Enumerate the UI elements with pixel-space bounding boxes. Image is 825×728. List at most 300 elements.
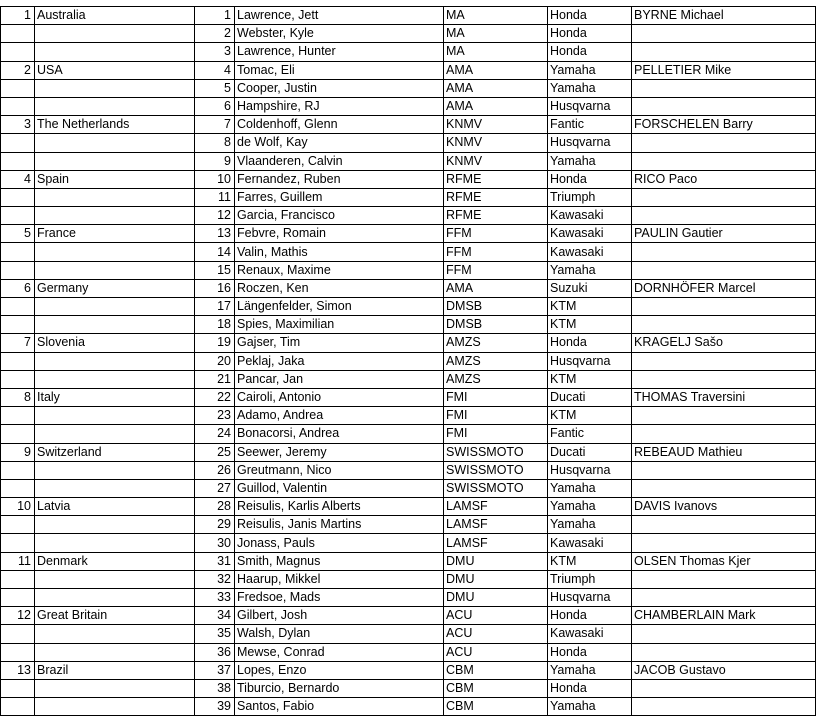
rider-name: Spies, Maximilian bbox=[235, 316, 444, 334]
rider-name: Webster, Kyle bbox=[235, 25, 444, 43]
motorcycle-brand: Honda bbox=[548, 7, 632, 25]
rider-name: Peklaj, Jaka bbox=[235, 352, 444, 370]
rider-name: Coldenhoff, Glenn bbox=[235, 116, 444, 134]
team-manager bbox=[632, 625, 816, 643]
table-row bbox=[1, 661, 816, 679]
federation: LAMSF bbox=[444, 498, 548, 516]
nation-position bbox=[1, 534, 35, 552]
table-row bbox=[1, 116, 816, 134]
team-manager bbox=[632, 479, 816, 497]
entry-list-sheet bbox=[0, 6, 816, 716]
table-row bbox=[1, 152, 816, 170]
nation-name: Germany bbox=[35, 279, 195, 297]
table-row bbox=[1, 643, 816, 661]
federation: KNMV bbox=[444, 152, 548, 170]
team-manager: JACOB Gustavo bbox=[632, 661, 816, 679]
nation-name bbox=[35, 425, 195, 443]
rider-number: 8 bbox=[195, 134, 235, 152]
nation-name: The Netherlands bbox=[35, 116, 195, 134]
nation-position: 2 bbox=[1, 61, 35, 79]
table-row bbox=[1, 134, 816, 152]
rider-number: 36 bbox=[195, 643, 235, 661]
table-row bbox=[1, 498, 816, 516]
federation: MA bbox=[444, 25, 548, 43]
rider-number: 4 bbox=[195, 61, 235, 79]
nation-name bbox=[35, 370, 195, 388]
nation-position bbox=[1, 43, 35, 61]
motorcycle-brand: Kawasaki bbox=[548, 207, 632, 225]
team-manager bbox=[632, 461, 816, 479]
rider-number: 11 bbox=[195, 188, 235, 206]
motorcycle-brand: Husqvarna bbox=[548, 134, 632, 152]
federation: CBM bbox=[444, 679, 548, 697]
rider-name: Cairoli, Antonio bbox=[235, 388, 444, 406]
nation-position: 6 bbox=[1, 279, 35, 297]
team-manager: PAULIN Gautier bbox=[632, 225, 816, 243]
rider-number: 18 bbox=[195, 316, 235, 334]
rider-name: Renaux, Maxime bbox=[235, 261, 444, 279]
federation: SWISSMOTO bbox=[444, 443, 548, 461]
team-manager bbox=[632, 188, 816, 206]
table-row bbox=[1, 370, 816, 388]
federation: AMZS bbox=[444, 334, 548, 352]
table-row bbox=[1, 443, 816, 461]
federation: LAMSF bbox=[444, 516, 548, 534]
nation-position bbox=[1, 643, 35, 661]
table-row bbox=[1, 425, 816, 443]
rider-name: Lawrence, Hunter bbox=[235, 43, 444, 61]
table-row bbox=[1, 7, 816, 25]
team-manager bbox=[632, 407, 816, 425]
motorcycle-brand: Husqvarna bbox=[548, 97, 632, 115]
nation-position: 13 bbox=[1, 661, 35, 679]
nation-position bbox=[1, 243, 35, 261]
nation-name: Italy bbox=[35, 388, 195, 406]
federation: AMA bbox=[444, 79, 548, 97]
motorcycle-brand: KTM bbox=[548, 552, 632, 570]
nation-name bbox=[35, 152, 195, 170]
team-manager: BYRNE Michael bbox=[632, 7, 816, 25]
table-row bbox=[1, 534, 816, 552]
nation-position: 12 bbox=[1, 607, 35, 625]
federation: CBM bbox=[444, 661, 548, 679]
nation-position bbox=[1, 589, 35, 607]
motorcycle-brand: Yamaha bbox=[548, 152, 632, 170]
rider-name: Bonacorsi, Andrea bbox=[235, 425, 444, 443]
table-row bbox=[1, 570, 816, 588]
team-entry-table bbox=[0, 6, 816, 716]
federation: KNMV bbox=[444, 116, 548, 134]
rider-name: Fredsoe, Mads bbox=[235, 589, 444, 607]
table-row bbox=[1, 461, 816, 479]
federation: ACU bbox=[444, 643, 548, 661]
table-row bbox=[1, 352, 816, 370]
team-manager bbox=[632, 370, 816, 388]
nation-name: Great Britain bbox=[35, 607, 195, 625]
federation: AMA bbox=[444, 61, 548, 79]
table-row bbox=[1, 97, 816, 115]
motorcycle-brand: KTM bbox=[548, 298, 632, 316]
rider-number: 33 bbox=[195, 589, 235, 607]
federation: FFM bbox=[444, 261, 548, 279]
rider-number: 15 bbox=[195, 261, 235, 279]
federation: ACU bbox=[444, 625, 548, 643]
table-row bbox=[1, 316, 816, 334]
nation-name bbox=[35, 261, 195, 279]
rider-name: Smith, Magnus bbox=[235, 552, 444, 570]
federation: DMSB bbox=[444, 316, 548, 334]
federation: DMU bbox=[444, 552, 548, 570]
nation-name bbox=[35, 298, 195, 316]
team-manager bbox=[632, 25, 816, 43]
nation-position bbox=[1, 261, 35, 279]
rider-number: 32 bbox=[195, 570, 235, 588]
team-manager bbox=[632, 134, 816, 152]
team-manager bbox=[632, 97, 816, 115]
rider-name: Mewse, Conrad bbox=[235, 643, 444, 661]
federation: RFME bbox=[444, 188, 548, 206]
motorcycle-brand: Honda bbox=[548, 643, 632, 661]
table-row bbox=[1, 516, 816, 534]
team-manager bbox=[632, 589, 816, 607]
motorcycle-brand: Ducati bbox=[548, 443, 632, 461]
motorcycle-brand: Husqvarna bbox=[548, 352, 632, 370]
nation-position bbox=[1, 298, 35, 316]
motorcycle-brand: Honda bbox=[548, 679, 632, 697]
federation: DMSB bbox=[444, 298, 548, 316]
team-manager bbox=[632, 698, 816, 716]
nation-name bbox=[35, 479, 195, 497]
rider-number: 29 bbox=[195, 516, 235, 534]
nation-name: Latvia bbox=[35, 498, 195, 516]
nation-position bbox=[1, 570, 35, 588]
rider-number: 30 bbox=[195, 534, 235, 552]
rider-number: 17 bbox=[195, 298, 235, 316]
motorcycle-brand: Yamaha bbox=[548, 479, 632, 497]
nation-position: 3 bbox=[1, 116, 35, 134]
table-row bbox=[1, 279, 816, 297]
federation: FMI bbox=[444, 425, 548, 443]
nation-position: 7 bbox=[1, 334, 35, 352]
federation: FFM bbox=[444, 243, 548, 261]
table-row bbox=[1, 61, 816, 79]
rider-number: 35 bbox=[195, 625, 235, 643]
rider-name: Gajser, Tim bbox=[235, 334, 444, 352]
team-manager bbox=[632, 534, 816, 552]
rider-name: Cooper, Justin bbox=[235, 79, 444, 97]
nation-name bbox=[35, 134, 195, 152]
rider-name: Fernandez, Ruben bbox=[235, 170, 444, 188]
team-manager bbox=[632, 79, 816, 97]
motorcycle-brand: Triumph bbox=[548, 188, 632, 206]
motorcycle-brand: KTM bbox=[548, 370, 632, 388]
team-manager bbox=[632, 43, 816, 61]
motorcycle-brand: Yamaha bbox=[548, 516, 632, 534]
table-row bbox=[1, 479, 816, 497]
rider-name: Jonass, Pauls bbox=[235, 534, 444, 552]
rider-name: Tomac, Eli bbox=[235, 61, 444, 79]
table-row bbox=[1, 243, 816, 261]
rider-name: Haarup, Mikkel bbox=[235, 570, 444, 588]
team-manager bbox=[632, 298, 816, 316]
nation-name bbox=[35, 243, 195, 261]
rider-name: Walsh, Dylan bbox=[235, 625, 444, 643]
nation-position: 8 bbox=[1, 388, 35, 406]
nation-name bbox=[35, 625, 195, 643]
nation-position bbox=[1, 134, 35, 152]
rider-number: 38 bbox=[195, 679, 235, 697]
rider-name: Längenfelder, Simon bbox=[235, 298, 444, 316]
rider-number: 39 bbox=[195, 698, 235, 716]
table-row bbox=[1, 261, 816, 279]
motorcycle-brand: Yamaha bbox=[548, 79, 632, 97]
rider-number: 2 bbox=[195, 25, 235, 43]
team-manager bbox=[632, 679, 816, 697]
rider-number: 37 bbox=[195, 661, 235, 679]
table-row bbox=[1, 388, 816, 406]
rider-number: 14 bbox=[195, 243, 235, 261]
federation: KNMV bbox=[444, 134, 548, 152]
nation-name: Australia bbox=[35, 7, 195, 25]
nation-position bbox=[1, 152, 35, 170]
team-manager bbox=[632, 316, 816, 334]
team-manager bbox=[632, 643, 816, 661]
nation-name: USA bbox=[35, 61, 195, 79]
nation-position: 11 bbox=[1, 552, 35, 570]
nation-name bbox=[35, 643, 195, 661]
nation-name bbox=[35, 207, 195, 225]
federation: DMU bbox=[444, 570, 548, 588]
motorcycle-brand: Honda bbox=[548, 25, 632, 43]
motorcycle-brand: Yamaha bbox=[548, 261, 632, 279]
federation: SWISSMOTO bbox=[444, 479, 548, 497]
motorcycle-brand: Kawasaki bbox=[548, 243, 632, 261]
table-row bbox=[1, 625, 816, 643]
motorcycle-brand: Honda bbox=[548, 43, 632, 61]
federation: MA bbox=[444, 7, 548, 25]
table-row bbox=[1, 334, 816, 352]
table-row bbox=[1, 298, 816, 316]
rider-number: 10 bbox=[195, 170, 235, 188]
table-row bbox=[1, 679, 816, 697]
rider-number: 26 bbox=[195, 461, 235, 479]
team-manager: FORSCHELEN Barry bbox=[632, 116, 816, 134]
rider-name: Roczen, Ken bbox=[235, 279, 444, 297]
federation: SWISSMOTO bbox=[444, 461, 548, 479]
federation: FMI bbox=[444, 388, 548, 406]
team-manager bbox=[632, 243, 816, 261]
rider-number: 31 bbox=[195, 552, 235, 570]
rider-number: 12 bbox=[195, 207, 235, 225]
rider-name: Lawrence, Jett bbox=[235, 7, 444, 25]
team-manager bbox=[632, 516, 816, 534]
nation-name bbox=[35, 461, 195, 479]
team-manager: THOMAS Traversini bbox=[632, 388, 816, 406]
motorcycle-brand: Kawasaki bbox=[548, 625, 632, 643]
nation-name bbox=[35, 97, 195, 115]
nation-position bbox=[1, 425, 35, 443]
nation-name bbox=[35, 43, 195, 61]
federation: LAMSF bbox=[444, 534, 548, 552]
nation-name bbox=[35, 570, 195, 588]
nation-name bbox=[35, 316, 195, 334]
motorcycle-brand: Triumph bbox=[548, 570, 632, 588]
nation-name bbox=[35, 188, 195, 206]
rider-name: Santos, Fabio bbox=[235, 698, 444, 716]
nation-name bbox=[35, 516, 195, 534]
nation-position bbox=[1, 207, 35, 225]
nation-position bbox=[1, 188, 35, 206]
rider-number: 16 bbox=[195, 279, 235, 297]
nation-position: 1 bbox=[1, 7, 35, 25]
nation-position bbox=[1, 352, 35, 370]
table-row bbox=[1, 170, 816, 188]
nation-name bbox=[35, 407, 195, 425]
nation-position bbox=[1, 479, 35, 497]
rider-number: 22 bbox=[195, 388, 235, 406]
nation-position: 9 bbox=[1, 443, 35, 461]
team-manager: REBEAUD Mathieu bbox=[632, 443, 816, 461]
nation-name: Slovenia bbox=[35, 334, 195, 352]
rider-number: 6 bbox=[195, 97, 235, 115]
rider-number: 20 bbox=[195, 352, 235, 370]
rider-name: Pancar, Jan bbox=[235, 370, 444, 388]
rider-number: 3 bbox=[195, 43, 235, 61]
nation-position bbox=[1, 370, 35, 388]
table-row bbox=[1, 188, 816, 206]
rider-number: 19 bbox=[195, 334, 235, 352]
federation: ACU bbox=[444, 607, 548, 625]
motorcycle-brand: Fantic bbox=[548, 425, 632, 443]
rider-name: Reisulis, Janis Martins bbox=[235, 516, 444, 534]
motorcycle-brand: KTM bbox=[548, 316, 632, 334]
federation: MA bbox=[444, 43, 548, 61]
motorcycle-brand: Kawasaki bbox=[548, 534, 632, 552]
rider-name: Reisulis, Karlis Alberts bbox=[235, 498, 444, 516]
federation: AMA bbox=[444, 97, 548, 115]
nation-name bbox=[35, 534, 195, 552]
motorcycle-brand: Ducati bbox=[548, 388, 632, 406]
nation-name: Brazil bbox=[35, 661, 195, 679]
team-manager bbox=[632, 570, 816, 588]
nation-position bbox=[1, 625, 35, 643]
nation-name bbox=[35, 589, 195, 607]
rider-name: Valin, Mathis bbox=[235, 243, 444, 261]
nation-name bbox=[35, 352, 195, 370]
rider-name: Garcia, Francisco bbox=[235, 207, 444, 225]
rider-name: Adamo, Andrea bbox=[235, 407, 444, 425]
rider-number: 24 bbox=[195, 425, 235, 443]
rider-name: Greutmann, Nico bbox=[235, 461, 444, 479]
nation-position bbox=[1, 461, 35, 479]
table-row bbox=[1, 79, 816, 97]
motorcycle-brand: Honda bbox=[548, 170, 632, 188]
team-manager bbox=[632, 261, 816, 279]
rider-number: 13 bbox=[195, 225, 235, 243]
motorcycle-brand: Husqvarna bbox=[548, 589, 632, 607]
rider-number: 25 bbox=[195, 443, 235, 461]
table-row bbox=[1, 207, 816, 225]
team-manager: OLSEN Thomas Kjer bbox=[632, 552, 816, 570]
federation: DMU bbox=[444, 589, 548, 607]
rider-name: Vlaanderen, Calvin bbox=[235, 152, 444, 170]
nation-position bbox=[1, 97, 35, 115]
federation: FFM bbox=[444, 225, 548, 243]
table-row bbox=[1, 552, 816, 570]
rider-name: Guillod, Valentin bbox=[235, 479, 444, 497]
team-manager: DORNHÖFER Marcel bbox=[632, 279, 816, 297]
rider-number: 9 bbox=[195, 152, 235, 170]
nation-position: 5 bbox=[1, 225, 35, 243]
motorcycle-brand: KTM bbox=[548, 407, 632, 425]
rider-number: 5 bbox=[195, 79, 235, 97]
nation-name bbox=[35, 25, 195, 43]
nation-name: Spain bbox=[35, 170, 195, 188]
nation-position bbox=[1, 316, 35, 334]
nation-position bbox=[1, 407, 35, 425]
table-row bbox=[1, 25, 816, 43]
motorcycle-brand: Yamaha bbox=[548, 61, 632, 79]
team-manager: KRAGELJ Sašo bbox=[632, 334, 816, 352]
table-row bbox=[1, 407, 816, 425]
nation-name: Denmark bbox=[35, 552, 195, 570]
motorcycle-brand: Honda bbox=[548, 334, 632, 352]
motorcycle-brand: Yamaha bbox=[548, 498, 632, 516]
team-manager bbox=[632, 425, 816, 443]
team-manager bbox=[632, 207, 816, 225]
motorcycle-brand: Suzuki bbox=[548, 279, 632, 297]
motorcycle-brand: Kawasaki bbox=[548, 225, 632, 243]
team-manager: DAVIS Ivanovs bbox=[632, 498, 816, 516]
motorcycle-brand: Fantic bbox=[548, 116, 632, 134]
rider-name: Gilbert, Josh bbox=[235, 607, 444, 625]
rider-name: Seewer, Jeremy bbox=[235, 443, 444, 461]
table-row bbox=[1, 225, 816, 243]
rider-name: Lopes, Enzo bbox=[235, 661, 444, 679]
nation-position: 4 bbox=[1, 170, 35, 188]
rider-name: Tiburcio, Bernardo bbox=[235, 679, 444, 697]
rider-number: 21 bbox=[195, 370, 235, 388]
team-manager: PELLETIER Mike bbox=[632, 61, 816, 79]
rider-number: 23 bbox=[195, 407, 235, 425]
nation-position bbox=[1, 25, 35, 43]
nation-name: Switzerland bbox=[35, 443, 195, 461]
rider-number: 1 bbox=[195, 7, 235, 25]
nation-position bbox=[1, 79, 35, 97]
rider-number: 28 bbox=[195, 498, 235, 516]
nation-position bbox=[1, 679, 35, 697]
table-row bbox=[1, 43, 816, 61]
rider-number: 27 bbox=[195, 479, 235, 497]
rider-number: 7 bbox=[195, 116, 235, 134]
nation-name bbox=[35, 679, 195, 697]
rider-name: de Wolf, Kay bbox=[235, 134, 444, 152]
motorcycle-brand: Husqvarna bbox=[548, 461, 632, 479]
rider-name: Febvre, Romain bbox=[235, 225, 444, 243]
table-row bbox=[1, 589, 816, 607]
nation-position bbox=[1, 698, 35, 716]
federation: CBM bbox=[444, 698, 548, 716]
motorcycle-brand: Yamaha bbox=[548, 698, 632, 716]
rider-name: Farres, Guillem bbox=[235, 188, 444, 206]
table-row bbox=[1, 607, 816, 625]
team-manager bbox=[632, 152, 816, 170]
nation-position: 10 bbox=[1, 498, 35, 516]
federation: AMA bbox=[444, 279, 548, 297]
nation-name: France bbox=[35, 225, 195, 243]
team-manager bbox=[632, 352, 816, 370]
table-row bbox=[1, 698, 816, 716]
